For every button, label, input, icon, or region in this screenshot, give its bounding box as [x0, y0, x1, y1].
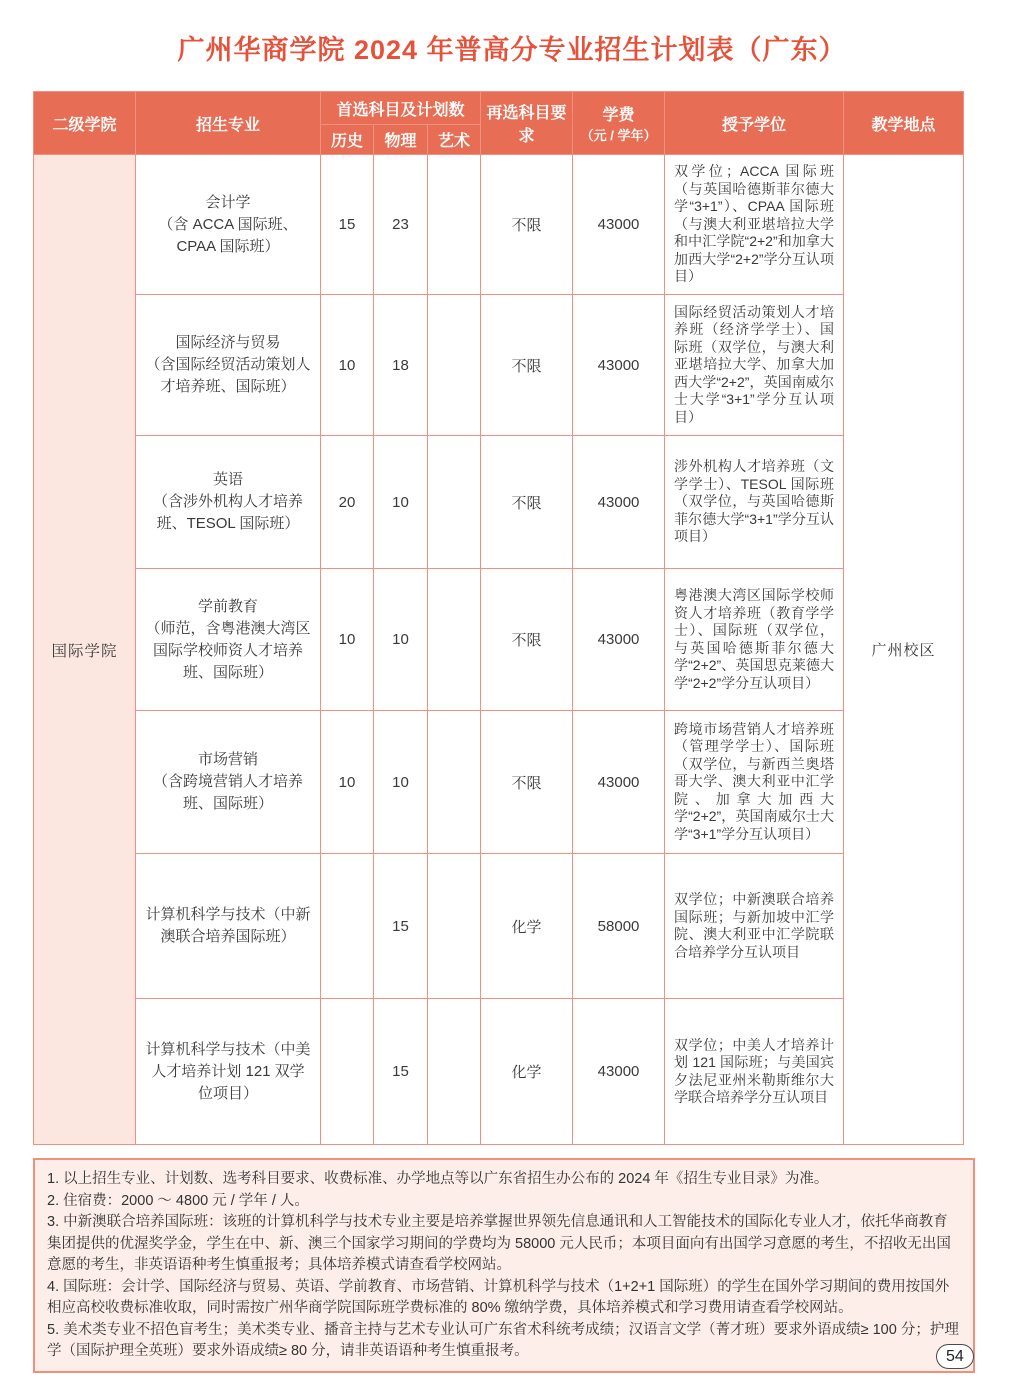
major-cell: [136, 295, 321, 436]
major-name: 学前教育: [197, 597, 258, 615]
table-row: [34, 155, 964, 295]
history-count-cell: [321, 854, 374, 999]
physics-count-cell: 15: [374, 999, 428, 1145]
major-cell: [136, 854, 321, 999]
header-college: 二级学院: [34, 92, 136, 155]
degree-cell: 粤港澳大湾区国际学校师资人才培养班（教育学学士）、国际班（双学位，与英国哈德斯菲尔德大学“2+2”、英国思克莱德大学“2+2”学分互认项目）: [665, 569, 844, 711]
reselect-cell: 不限: [481, 155, 573, 295]
reselect-cell: 不限: [481, 711, 573, 854]
reselect-cell: 化学: [481, 999, 573, 1145]
history-count-cell: 10: [321, 295, 374, 436]
footnote-3: 3. 中新澳联合培养国际班：该班的计算机科学与技术专业主要是培养掌握世界领先信息通讯和人工智能技术的国际化专业人才，依托华商教育集团提供的优渥奖学金，学生在中、新、澳三个国家学习期间的学费均为 58000 元人民币；本项目面向有出国学习意愿的考生，不招收无出国意愿的考生，非英语语种考生慎重报考；具体培养模式请查看学校网站。: [47, 1214, 951, 1273]
header-degree: 授予学位: [665, 92, 844, 155]
major-cell: [136, 999, 321, 1145]
header-tuition-line2: （元 / 学年）: [580, 128, 657, 143]
page-number-badge: 54: [936, 1344, 974, 1369]
art-count-cell: [428, 854, 481, 999]
header-physics: 物理: [374, 125, 428, 155]
major-cell: [136, 436, 321, 569]
footnote-1: 1. 以上招生专业、计划数、选考科目要求、收费标准、办学地点等以广东省招生办公布的 2024 年《招生专业目录》为准。: [47, 1171, 829, 1187]
art-count-cell: [428, 569, 481, 711]
art-count-cell: [428, 155, 481, 295]
major-name: 计算机科学与技术（中新澳联合培养国际班）: [145, 906, 311, 945]
footnote-2: 2. 住宿费：2000 ～ 4800 元 / 学年 / 人。: [47, 1192, 309, 1209]
header-major: 招生专业: [136, 92, 321, 155]
reselect-cell: 化学: [481, 854, 573, 999]
art-count-cell: [428, 295, 481, 436]
header-art: 艺术: [428, 125, 481, 155]
major-cell: [136, 155, 321, 295]
tuition-cell: 43000: [573, 436, 665, 569]
reselect-cell: 不限: [481, 569, 573, 711]
degree-cell: 涉外机构人才培养班（文学学士）、TESOL 国际班（双学位，与英国哈德斯菲尔德大学“3+1”学分互认项目）: [665, 436, 844, 569]
major-name: 国际经济与贸易: [175, 334, 281, 351]
footnote-5: 5. 美术类专业不招色盲考生；美术类专业、播音主持与艺术专业认可广东省术科统考成绩；汉语言文学（菁才班）要求外语成绩≥ 100 分；护理学（国际护理全英班）要求外语成绩≥ 80 分，请非英语语种考生慎重报考。: [47, 1321, 959, 1359]
header-location: 教学地点: [844, 92, 964, 155]
admission-plan-table: [33, 91, 964, 1145]
degree-cell: 国际经贸活动策划人才培养班（经济学学士）、国际班（双学位，与澳大利亚堪培拉大学、加拿大加西大学“2+2”，英国南威尔士大学“3+1”学分互认项目）: [665, 295, 844, 436]
tuition-cell: 43000: [573, 999, 665, 1145]
reselect-cell: 不限: [481, 436, 573, 569]
history-count-cell: 10: [321, 569, 374, 711]
major-cell: [136, 711, 321, 854]
tuition-cell: 43000: [573, 711, 665, 854]
major-name: 英语: [212, 471, 243, 488]
major-name: 计算机科学与技术（中美人才培养计划 121 双学位项目）: [145, 1040, 311, 1102]
degree-cell: 双学位；ACCA 国际班（与英国哈德斯菲尔德大学“3+1”）、CPAA 国际班（与澳大利亚堪培拉大学和中汇学院“2+2”和加拿大加西大学“2+2”学分互认项目）: [665, 155, 844, 295]
reselect-cell: 不限: [481, 295, 573, 436]
physics-count-cell: 15: [374, 854, 428, 999]
footnote-4: 4. 国际班：会计学、国际经济与贸易、英语、学前教育、市场营销、计算机科学与技术（1+2+1 国际班）的学生在国外学习期间的费用按国外相应高校收费标准收取，同时需按广州华商学院国际班学费标准的 80% 缴纳学费，具体培养模式和学习费用请查看学校网站。: [47, 1278, 950, 1316]
degree-cell: 双学位；中新澳联合培养国际班；与新加坡中汇学院、澳大利亚中汇学院联合培养学分互认项目: [665, 854, 844, 999]
tuition-cell: 43000: [573, 155, 665, 295]
degree-cell: 跨境市场营销人才培养班（管理学学士）、国际班（双学位，与新西兰奥塔哥大学、澳大利亚中汇学院、加拿大加西大学“2+2”，英国南威尔士大学“3+1”学分互认项目）: [665, 711, 844, 854]
physics-count-cell: 10: [374, 711, 428, 854]
history-count-cell: 10: [321, 711, 374, 854]
major-note: （师范，含粤港澳大湾区国际学校师资人才培养班、国际班）: [145, 619, 311, 681]
art-count-cell: [428, 436, 481, 569]
table-row: [34, 569, 964, 711]
header-tuition: [573, 92, 665, 155]
history-count-cell: 20: [321, 436, 374, 569]
header-subject-group: 首选科目及计划数: [321, 92, 481, 125]
major-name: 会计学: [205, 193, 251, 211]
tuition-cell: 58000: [573, 854, 665, 999]
physics-count-cell: 10: [374, 436, 428, 569]
header-tuition-line1: 学费: [602, 107, 635, 124]
physics-count-cell: 18: [374, 295, 428, 436]
history-count-cell: 15: [321, 155, 374, 295]
header-history: 历史: [321, 125, 374, 155]
location-cell: 广州校区: [844, 155, 964, 1145]
major-note: （含跨境营销人才培养班、国际班）: [152, 773, 303, 812]
header-reselect: 再选科目要求: [481, 92, 573, 155]
major-name: 市场营销: [197, 751, 258, 768]
table-row: [34, 436, 964, 569]
major-note: （含涉外机构人才培养班、TESOL 国际班）: [152, 493, 303, 532]
college-cell: 国际学院: [34, 155, 136, 1145]
table-row: [34, 711, 964, 854]
degree-cell: 双学位；中美人才培养计划 121 国际班；与美国宾夕法尼亚州米勒斯维尔大学联合培养学分互认项目: [665, 999, 844, 1145]
tuition-cell: 43000: [573, 295, 665, 436]
art-count-cell: [428, 711, 481, 854]
art-count-cell: [428, 999, 481, 1145]
major-note: （含国际经贸活动策划人才培养班、国际班）: [145, 356, 311, 395]
major-cell: [136, 569, 321, 711]
page-title: 广州华商学院 2024 年普高分专业招生计划表（广东）: [177, 35, 847, 65]
tuition-cell: 43000: [573, 569, 665, 711]
table-row: [34, 999, 964, 1145]
physics-count-cell: 10: [374, 569, 428, 711]
physics-count-cell: 23: [374, 155, 428, 295]
major-note: （含 ACCA 国际班、CPAA 国际班）: [158, 215, 298, 255]
history-count-cell: [321, 999, 374, 1145]
table-row: [34, 854, 964, 999]
table-row: [34, 295, 964, 436]
footnotes-box: [33, 1158, 975, 1373]
